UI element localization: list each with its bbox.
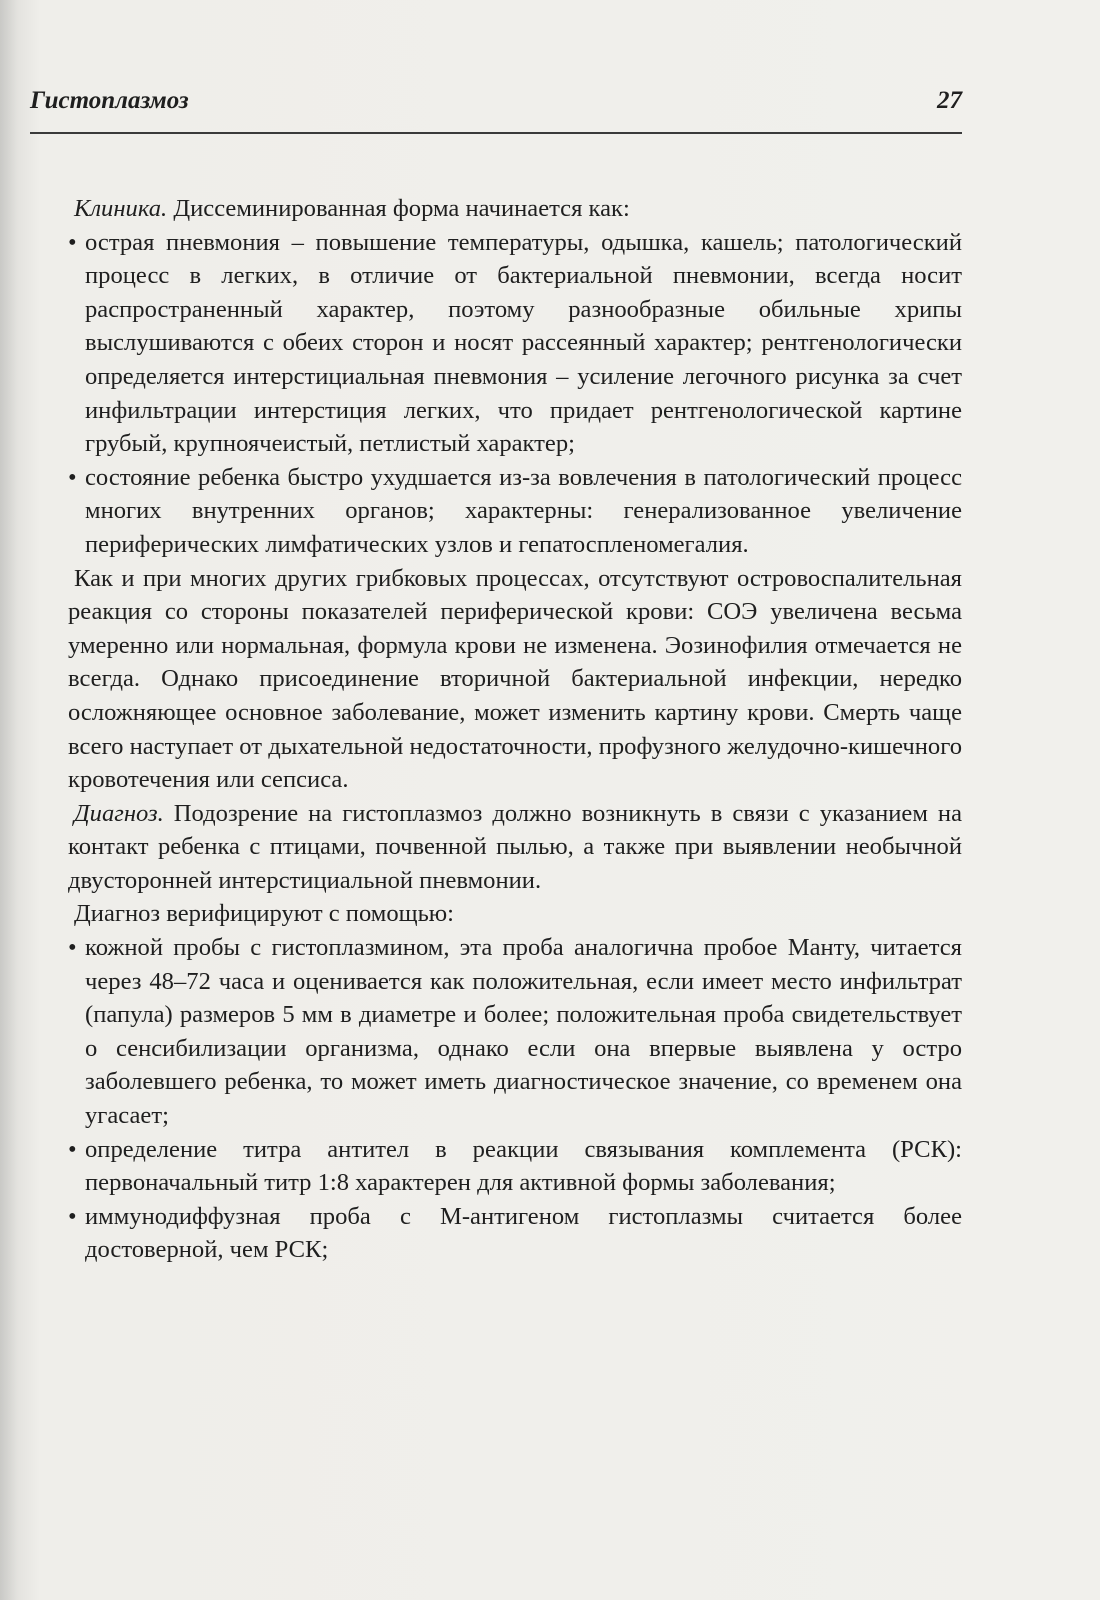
bullet-icon: •	[68, 934, 77, 962]
clinic-lead: Клиника.	[74, 195, 168, 222]
page-body	[68, 192, 962, 1267]
list-item-text: острая пневмония – повышение температуры, одышка, кашель; патологический процесс в легких, в отличие от бактериальной пневмонии, всегда носит распространенный характер, поэтому разнообразные обильные хрипы выслушиваются с обеих сторон и носят рассеянный характер; рентгенологически определяется интерстициальная пневмония – усиление легочного рисунка за счет инфильтрации интерстиция легких, что придает рентгенологической картине грубый, крупноячеистый, петлистый характер;	[85, 228, 962, 458]
list-item	[68, 931, 962, 1133]
bullet-icon: •	[68, 228, 77, 256]
header-rule	[30, 132, 962, 134]
running-title: Гистоплазмоз	[30, 87, 189, 114]
clinic-intro: Диссеминированная форма начинается как:	[173, 195, 630, 222]
list-item-text: состояние ребенка быстро ухудшается из-за вовлечения в патологический процесс многих внутренних органов; характерны: генерализованное увеличение периферических лимфатических узлов и гепатоспленомегалия.	[85, 463, 962, 558]
verify-list	[68, 931, 962, 1267]
bullet-icon: •	[68, 1202, 77, 1230]
bullet-icon: •	[68, 463, 77, 491]
diagnosis-paragraph	[68, 797, 962, 898]
list-item-text: определение титра антител в реакции связывания комплемента (РСК): первоначальный титр 1:8 характерен для активной формы заболевания;	[85, 1135, 962, 1197]
list-item-text: иммунодиффузная проба с М-антигеном гистоплазмы считается более достоверной, чем РСК;	[85, 1202, 962, 1264]
list-item	[68, 1200, 962, 1267]
clinic-paragraph	[68, 192, 962, 226]
bullet-icon: •	[68, 1135, 77, 1163]
blood-paragraph: Как и при многих других грибковых процессах, отсутствуют островоспалительная реакция со стороны показателей периферической крови: СОЭ увеличена весьма умеренно или нормальная, формула крови не изменена. Эозинофилия отмечается не всегда. Однако присоединение вторичной бактериальной инфекции, нередко осложняющее основное заболевание, может изменить картину крови. Смерть чаще всего наступает от дыхательной недостаточности, профузного желудочно-кишечного кровотечения или сепсиса.	[68, 564, 962, 794]
diagnosis-text: Подозрение на гистоплазмоз должно возникнуть в связи с указанием на контакт ребенка с птицами, почвенной пылью, а также при выявлении необычной двусторонней интерстициальной пневмонии.	[68, 799, 962, 894]
page-header	[30, 86, 962, 116]
list-item	[68, 226, 962, 461]
list-item	[68, 461, 962, 562]
diagnosis-lead: Диагноз.	[74, 799, 164, 827]
clinic-list	[68, 226, 962, 562]
page-number: 27	[937, 87, 962, 114]
verify-intro: Диагноз верифицируют с помощью:	[74, 900, 455, 928]
list-item-text: кожной пробы с гистоплазмином, эта проба аналогична пробое Манту, читается через 48–72 часа и оценивается как положительная, если имеет место инфильтрат (папула) размеров 5 мм в диаметре и более; положительная проба свидетельствует о сенсибилизации организма, однако если она впервые выявлена у остро заболевшего ребенка, то может иметь диагностическое значение, со временем она угасает;	[85, 934, 962, 1130]
list-item	[68, 1133, 962, 1200]
